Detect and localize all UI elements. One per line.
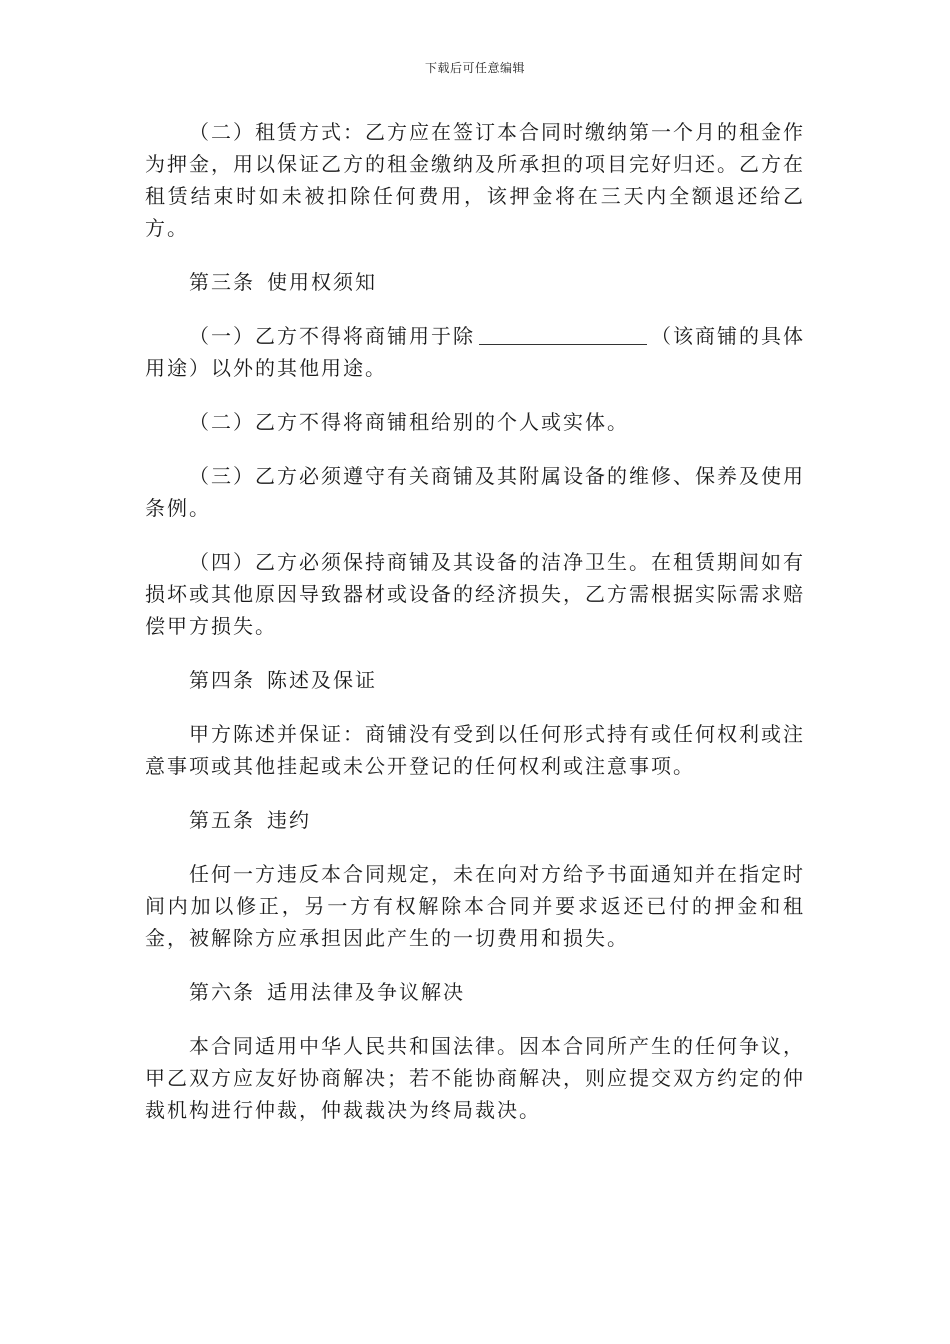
article-4-title: 陈述及保证 — [267, 668, 377, 692]
lease-method-paragraph: （二）租赁方式：乙方应在签订本合同时缴纳第一个月的租金作为押金，用以保证乙方的租金缴纳及所承担的项目完好归还。乙方在租赁结束时如未被扣除任何费用，该押金将在三天内全额退还给乙方。 — [145, 120, 805, 240]
article-3-item-3: （三）乙方必须遵守有关商铺及其附属设备的维修、保养及使用条例。 — [145, 464, 805, 520]
article-5-heading — [145, 804, 805, 836]
document-body — [145, 116, 805, 1148]
article-6-title: 适用法律及争议解决 — [267, 980, 465, 1004]
article-3-number: 第三条 — [189, 270, 255, 294]
article-3-title: 使用权须知 — [267, 270, 377, 294]
article-4-body: 甲方陈述并保证：商铺没有受到以任何形式持有或任何权利或注意事项或其他挂起或未公开登记的任何权利或注意事项。 — [145, 722, 805, 778]
article-5-body: 任何一方违反本合同规定，未在向对方给予书面通知并在指定时间内加以修正，另一方有权解除本合同并要求返还已付的押金和租金，被解除方应承担因此产生的一切费用和损失。 — [145, 862, 805, 950]
article-6-heading — [145, 976, 805, 1008]
article-4-number: 第四条 — [189, 668, 255, 692]
article-3-item-4: （四）乙方必须保持商铺及其设备的洁净卫生。在租赁期间如有损坏或其他原因导致器材或设备的经济损失，乙方需根据实际需求赔偿甲方损失。 — [145, 550, 805, 638]
article-3-item-1 — [145, 320, 805, 384]
article-6-number: 第六条 — [189, 980, 255, 1004]
article-3-item-1-post: （该商铺的具体用途）以外的其他用途。 — [145, 324, 805, 380]
article-4-heading — [145, 664, 805, 696]
page-header: 下载后可任意编辑 — [424, 61, 525, 75]
article-5-title: 违约 — [267, 808, 311, 832]
usage-blank-line — [479, 324, 647, 345]
article-3-heading — [145, 266, 805, 298]
article-6-body: 本合同适用中华人民共和国法律。因本合同所产生的任何争议，甲乙双方应友好协商解决；若不能协商解决，则应提交双方约定的仲裁机构进行仲裁，仲裁裁决为终局裁决。 — [145, 1034, 805, 1122]
article-5-number: 第五条 — [189, 808, 255, 832]
article-3-item-1-pre: （一）乙方不得将商铺用于除 — [189, 324, 475, 348]
article-3-item-2: （二）乙方不得将商铺租给别的个人或实体。 — [189, 410, 629, 434]
